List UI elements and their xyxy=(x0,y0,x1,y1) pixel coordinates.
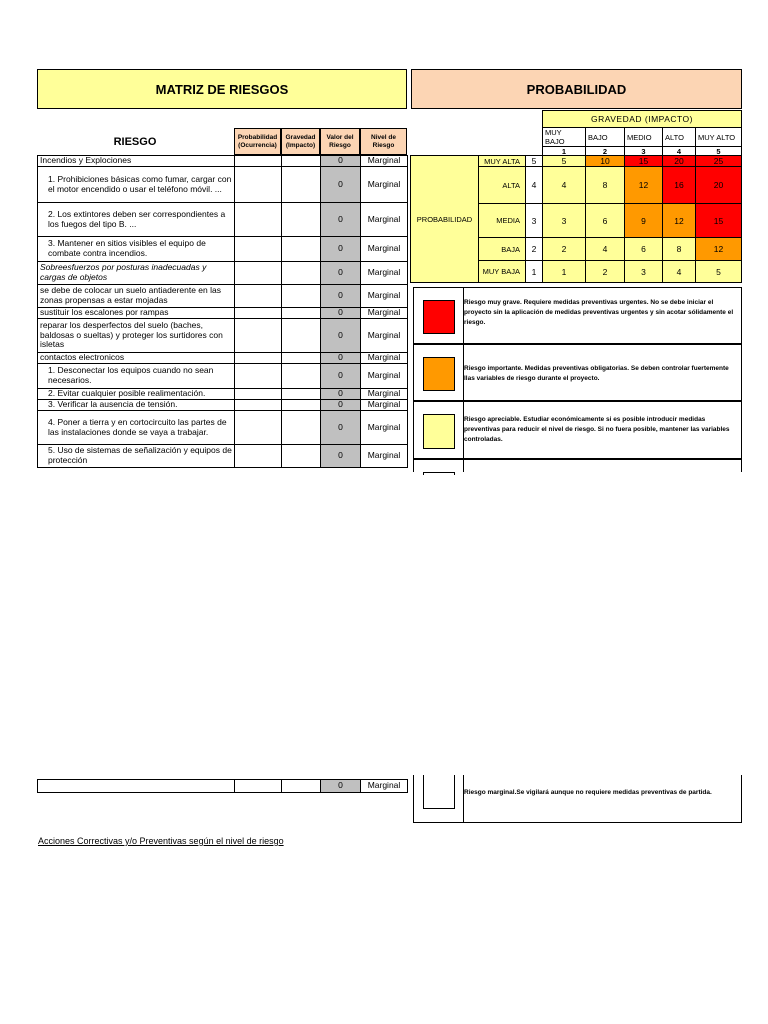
table-row xyxy=(38,156,408,167)
matrix-cell: 12 xyxy=(663,204,696,238)
matrix-cell: 8 xyxy=(586,167,625,204)
probabilidad-cell[interactable] xyxy=(235,389,282,400)
matrix-cell: 4 xyxy=(586,238,625,261)
probability-level-label: MUY BAJA xyxy=(479,261,526,283)
probabilidad-cell[interactable] xyxy=(235,445,282,468)
valor-cell: 0 xyxy=(321,262,361,285)
table-row xyxy=(38,203,408,237)
table-row xyxy=(38,389,408,400)
risk-bottom-row xyxy=(37,779,408,793)
gravedad-cell[interactable] xyxy=(282,237,321,262)
probabilidad-cell[interactable] xyxy=(235,353,282,364)
matrix-cell: 8 xyxy=(663,238,696,261)
legend-important xyxy=(413,344,742,401)
legend-text-red: Riesgo muy grave. Requiere medidas preventivas urgentes. No se debe iniciar el proyecto sin la aplicación de medidas preventivas urgentes y sin acotar sólidamente el riesgo. xyxy=(464,299,734,326)
matrix-cell: 4 xyxy=(543,167,586,204)
probability-level-label: ALTA xyxy=(479,167,526,204)
gravedad-cell[interactable] xyxy=(282,167,321,203)
risk-description[interactable]: 5. Uso de sistemas de señalización y equipos de protección xyxy=(38,445,235,468)
legend-swatch-orange xyxy=(423,357,455,391)
valor-cell: 0 xyxy=(321,445,361,468)
legend-swatch-white xyxy=(423,775,455,809)
matrix-row xyxy=(411,156,742,167)
table-row xyxy=(38,364,408,389)
gravedad-col-label: BAJO xyxy=(586,128,625,147)
table-row xyxy=(38,285,408,308)
matrix-cell: 20 xyxy=(663,156,696,167)
gravedad-cell[interactable] xyxy=(282,262,321,285)
bottom-nivel: Marginal xyxy=(361,780,408,793)
matrix-cell: 15 xyxy=(625,156,663,167)
gravedad-cell[interactable] xyxy=(282,445,321,468)
legend-swatch-red xyxy=(423,300,455,334)
valor-cell: 0 xyxy=(321,203,361,237)
legend-partial-top xyxy=(413,459,742,472)
matrix-cell: 2 xyxy=(586,261,625,283)
probabilidad-cell[interactable] xyxy=(235,203,282,237)
probabilidad-cell[interactable] xyxy=(235,167,282,203)
probabilidad-cell[interactable] xyxy=(235,308,282,319)
probabilidad-cell[interactable] xyxy=(235,262,282,285)
probabilidad-cell[interactable] xyxy=(235,237,282,262)
table-row xyxy=(38,445,408,468)
probability-level-label: MEDIA xyxy=(479,204,526,238)
table-row xyxy=(38,167,408,203)
gravedad-col-num: 2 xyxy=(586,147,625,157)
gravedad-cell[interactable] xyxy=(282,364,321,389)
valor-cell: 0 xyxy=(321,308,361,319)
bottom-probabilidad[interactable] xyxy=(235,780,282,793)
risk-description[interactable]: 2. Evitar cualquier posible realimentación. xyxy=(38,389,235,400)
probabilidad-cell[interactable] xyxy=(235,411,282,445)
matrix-cell: 9 xyxy=(625,204,663,238)
risk-description[interactable]: Sobreesfuerzos por posturas inadecuadas y cargas de objetos xyxy=(38,262,235,285)
table-row xyxy=(38,353,408,364)
matrix-cell: 12 xyxy=(696,238,742,261)
risk-description[interactable]: 3. Verificar la ausencia de tensión. xyxy=(38,400,235,411)
matrix-cell: 6 xyxy=(586,204,625,238)
nivel-cell: Marginal xyxy=(361,156,408,167)
matrix-cell: 5 xyxy=(696,261,742,283)
valor-cell: 0 xyxy=(321,285,361,308)
probability-level-num: 4 xyxy=(526,167,543,204)
valor-cell: 0 xyxy=(321,319,361,353)
matrix-cell: 1 xyxy=(543,261,586,283)
risk-description[interactable]: reparar los desperfectos del suelo (baches, baldosas o sueltas) y proteger los surtidores con isletas xyxy=(38,319,235,353)
risk-description[interactable]: contactos electronicos xyxy=(38,353,235,364)
table-row xyxy=(38,319,408,353)
gravedad-cell[interactable] xyxy=(282,389,321,400)
gravedad-col-label: MEDIO xyxy=(625,128,663,147)
valor-cell: 0 xyxy=(321,167,361,203)
probabilidad-header: PROBABILIDAD xyxy=(411,69,742,109)
bottom-desc[interactable] xyxy=(38,780,235,793)
bottom-gravedad[interactable] xyxy=(282,780,321,793)
matrix-cell: 3 xyxy=(625,261,663,283)
nivel-cell: Marginal xyxy=(361,285,408,308)
legend-swatch-yellow xyxy=(423,414,455,449)
risk-description[interactable]: 2. Los extintores deben ser correspondientes a los fuegos del tipo B. ... xyxy=(38,203,235,237)
matrix-cell: 2 xyxy=(543,238,586,261)
risk-description[interactable]: se debe de colocar un suelo antiaderente en las zonas propensas a estar mojadas xyxy=(38,285,235,308)
legend-marginal xyxy=(413,775,742,823)
valor-cell: 0 xyxy=(321,156,361,167)
valor-cell: 0 xyxy=(321,411,361,445)
riesgo-title: RIESGO xyxy=(113,135,157,148)
probabilidad-cell[interactable] xyxy=(235,400,282,411)
probability-level-label: MUY ALTA xyxy=(479,156,526,167)
valor-cell: 0 xyxy=(321,353,361,364)
gravedad-header xyxy=(542,110,742,157)
probability-level-num: 5 xyxy=(526,156,543,167)
risk-description[interactable]: 1. Prohibiciones básicas como fumar, cargar con el motor encendido o usar el teléfono móvil. ... xyxy=(38,167,235,203)
risk-description[interactable]: sustituir los escalones por rampas xyxy=(38,308,235,319)
legend-very-severe xyxy=(413,287,742,344)
legend-text-white: Riesgo marginal.Se vigilará aunque no requiere medidas preventivas de partida. xyxy=(464,789,712,796)
matriz-header: MATRIZ DE RIESGOS xyxy=(37,69,407,109)
nivel-cell: Marginal xyxy=(361,262,408,285)
matrix-cell: 6 xyxy=(625,238,663,261)
table-row xyxy=(38,308,408,319)
gravedad-cell[interactable] xyxy=(282,319,321,353)
gravedad-cell[interactable] xyxy=(282,308,321,319)
risk-description[interactable]: 3. Mantener en sitios visibles el equipo de combate contra incendios. xyxy=(38,237,235,262)
matrix-cell: 4 xyxy=(663,261,696,283)
gravedad-cell[interactable] xyxy=(282,400,321,411)
nivel-cell: Marginal xyxy=(361,389,408,400)
matrix-cell: 20 xyxy=(696,167,742,204)
col-gravedad: Gravedad (Impacto) xyxy=(281,128,320,155)
risk-description[interactable]: 4. Poner a tierra y en cortocircuito las partes de las instalaciones donde se vaya a trabajar. xyxy=(38,411,235,445)
legend-appreciable xyxy=(413,401,742,459)
probability-level-label: BAJA xyxy=(479,238,526,261)
col-probabilidad: Probabilidad (Ocurrencia) xyxy=(234,128,281,155)
probabilidad-cell[interactable] xyxy=(235,285,282,308)
gravedad-col-num: 5 xyxy=(696,147,742,157)
probabilidad-row-label: PROBABILIDAD xyxy=(411,156,479,283)
matrix-cell: 15 xyxy=(696,204,742,238)
risk-description[interactable]: 1. Desconectar los equipos cuando no sean necesarios. xyxy=(38,364,235,389)
table-row xyxy=(38,262,408,285)
probability-level-num: 1 xyxy=(526,261,543,283)
nivel-cell: Marginal xyxy=(361,411,408,445)
legend-text-yellow: Riesgo apreciable. Estudiar económicamente si es posible introducir medidas preventivas para reducir el nivel de riesgo. Si no fuera posible, mantener las variables controladas. xyxy=(464,416,730,443)
gravedad-col-num: 3 xyxy=(625,147,663,157)
legend-text-orange: Riesgo importante. Medidas preventivas obligatorias. Se deben controlar fuertemente llas variables de riesgo durante el proyecto. xyxy=(464,365,729,382)
valor-cell: 0 xyxy=(321,400,361,411)
nivel-cell: Marginal xyxy=(361,308,408,319)
risk-description[interactable]: Incendios y Explociones xyxy=(38,156,235,167)
probabilidad-cell[interactable] xyxy=(235,319,282,353)
probabilidad-cell[interactable] xyxy=(235,364,282,389)
nivel-cell: Marginal xyxy=(361,167,408,203)
col-nivel: Nivel de Riesgo xyxy=(360,128,407,155)
gravedad-cell[interactable] xyxy=(282,285,321,308)
probability-matrix xyxy=(410,155,742,283)
gravedad-col-num: 1 xyxy=(543,147,586,157)
gravedad-cell[interactable] xyxy=(282,411,321,445)
gravedad-col-label: MUY ALTO xyxy=(696,128,742,147)
matrix-cell: 3 xyxy=(543,204,586,238)
nivel-cell: Marginal xyxy=(361,203,408,237)
probability-level-num: 2 xyxy=(526,238,543,261)
table-row xyxy=(38,237,408,262)
gravedad-cell[interactable] xyxy=(282,203,321,237)
table-row xyxy=(38,411,408,445)
nivel-cell: Marginal xyxy=(361,237,408,262)
probabilidad-cell[interactable] xyxy=(235,156,282,167)
gravedad-col-label: MUY BAJO xyxy=(543,128,586,147)
bottom-valor: 0 xyxy=(321,780,361,793)
risk-table xyxy=(37,155,408,468)
gravedad-title: GRAVEDAD (IMPACTO) xyxy=(543,111,742,128)
matrix-cell: 25 xyxy=(696,156,742,167)
valor-cell: 0 xyxy=(321,237,361,262)
gravedad-col-label: ALTO xyxy=(663,128,696,147)
gravedad-cell[interactable] xyxy=(282,353,321,364)
nivel-cell: Marginal xyxy=(361,319,408,353)
nivel-cell: Marginal xyxy=(361,400,408,411)
matrix-cell: 16 xyxy=(663,167,696,204)
nivel-cell: Marginal xyxy=(361,353,408,364)
footer-link[interactable]: Acciones Correctivas y/o Preventivas según el nivel de riesgo xyxy=(38,836,284,846)
probability-level-num: 3 xyxy=(526,204,543,238)
nivel-cell: Marginal xyxy=(361,364,408,389)
col-valor: Valor del Riesgo xyxy=(320,128,360,155)
gravedad-col-num: 4 xyxy=(663,147,696,157)
matrix-cell: 5 xyxy=(543,156,586,167)
matrix-cell: 10 xyxy=(586,156,625,167)
gravedad-cell[interactable] xyxy=(282,156,321,167)
table-row xyxy=(38,400,408,411)
valor-cell: 0 xyxy=(321,389,361,400)
valor-cell: 0 xyxy=(321,364,361,389)
nivel-cell: Marginal xyxy=(361,445,408,468)
matrix-cell: 12 xyxy=(625,167,663,204)
